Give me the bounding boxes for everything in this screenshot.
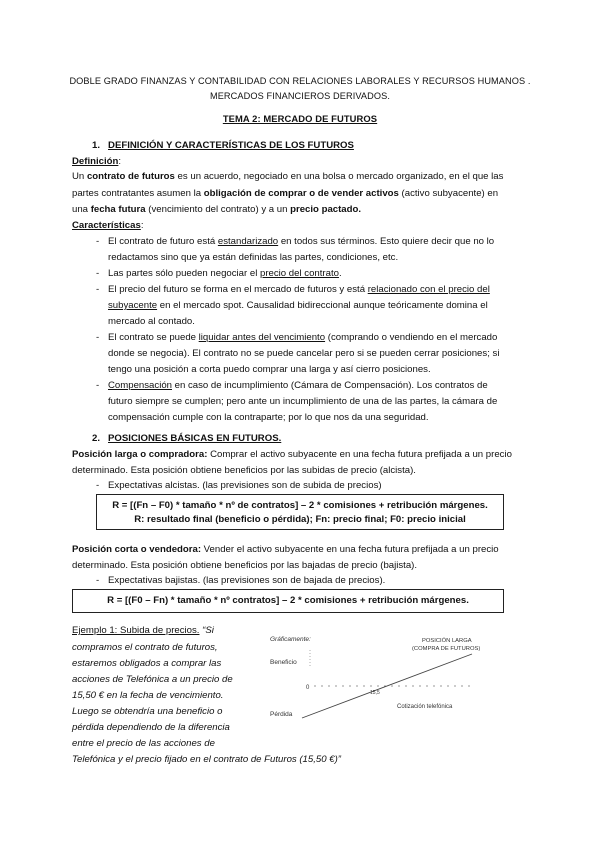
long-position-text: Comprar el activo subyacente en una fecha futura prefijada a un precio xyxy=(207,449,512,460)
section2-heading xyxy=(92,432,281,445)
graph-perdida-label: Pérdida xyxy=(270,711,293,718)
short-position-text: Vender el activo subyacente en una fecha futura prefijada a un precio xyxy=(201,544,499,555)
bullet-5-line-3: compensación cumple con la contraparte; por lo que nos da una seguridad. xyxy=(108,412,429,423)
def-bold: fecha futura xyxy=(90,204,146,215)
bullet-text: El precio del futuro se forma en el mercado de futuros y está xyxy=(108,284,368,295)
short-position-label: Posición corta o vendedora: xyxy=(72,544,202,555)
section2-title: POSICIONES BÁSICAS EN FUTUROS. xyxy=(108,433,282,444)
def-text: es un acuerdo, negociado en una bolsa o mercado organizado, en el que las xyxy=(174,171,504,182)
graph-title: Gráficamente: xyxy=(270,636,311,643)
long-position-label: Posición larga o compradora: xyxy=(72,449,208,460)
bullet-text: en el mercado spot. Causalidad bidireccional aunque teóricamente domina el xyxy=(157,300,488,311)
short-position-line-2: determinado. Esta posición obtiene beneficios por las bajadas de precio (bajista). xyxy=(72,560,418,571)
bullet-3-line-2 xyxy=(108,299,488,312)
bullet-5-line-1 xyxy=(108,379,488,392)
graph-zero-label: 0 xyxy=(306,685,310,691)
bullet-dash: - xyxy=(96,268,100,279)
bullet-dash: - xyxy=(96,284,100,295)
bullet-2-line-1 xyxy=(108,267,342,280)
section1-number: 1. xyxy=(92,140,101,151)
example-line-8: entre el precio de las acciones de xyxy=(72,738,215,749)
bullet-dash: - xyxy=(96,480,100,491)
bullet-underlined: relacionado con el precio del xyxy=(367,284,490,295)
long-formula: R = [(Fn – F0) * tamaño * nº de contratos] – 2 * comisiones + retribución márgenes. xyxy=(112,500,488,511)
bullet-dash: - xyxy=(96,332,100,343)
long-formula-legend: R: resultado final (beneficio o pérdida); Fn: precio final; F0: precio inicial xyxy=(134,514,466,525)
def-text: partes contratantes asumen la xyxy=(72,188,204,199)
example-label: Ejemplo 1: Subida de precios. xyxy=(72,625,200,636)
long-position-line-1 xyxy=(72,448,512,461)
bullet-underlined: precio del contrato xyxy=(260,268,339,279)
bullet-1-line-2: redactamos sino que ya están definidas las partes, condiciones, etc. xyxy=(108,252,399,263)
bullet-1-line-1 xyxy=(108,235,494,248)
short-formula: R = [(F0 – Fn) * tamaño * nº contratos] – 2 * comisiones + retribución márgenes. xyxy=(107,595,469,606)
bullet-dash: - xyxy=(96,380,100,391)
characteristics-label-line xyxy=(72,219,143,232)
bullet-4-line-3: tengo una posición a corta puedo comprar una larga y así cierro posiciones. xyxy=(108,364,431,375)
section1-heading xyxy=(92,139,354,152)
example-text: “Si xyxy=(199,625,214,636)
graph-position-label-2: (COMPRA DE FUTUROS) xyxy=(412,646,481,652)
bullet-text: El contrato se puede xyxy=(108,332,199,343)
bullet-4-line-1 xyxy=(108,331,497,344)
tema-title: TEMA 2: MERCADO DE FUTUROS xyxy=(222,113,378,124)
def-bold: contrato de futuros xyxy=(86,171,175,182)
bullet-text: Las partes sólo pueden negociar el xyxy=(108,268,261,279)
definition-line-1 xyxy=(72,170,503,183)
example-line-3: estaremos obligados a comprar las xyxy=(72,658,222,669)
bullet-underlined: Compensación xyxy=(108,380,172,391)
bullet-3-line-3: mercado al contado. xyxy=(108,316,195,327)
bullet-text: . xyxy=(338,268,342,279)
characteristics-colon: : xyxy=(140,220,144,231)
def-text: (activo subyacente) en xyxy=(398,188,499,199)
definition-label-line xyxy=(72,155,121,168)
def-text: (vencimiento del contrato) y a un xyxy=(145,204,291,215)
bullet-text: (comprando o vendiendo en el mercado xyxy=(325,332,498,343)
long-expectations: Expectativas alcistas. (las previsiones son de subida de precios) xyxy=(108,480,382,491)
graph-beneficio-label: Beneficio xyxy=(270,659,297,666)
example-line-9: Telefónica y el precio fijado en el contrato de Futuros (15,50 €)” xyxy=(72,754,341,765)
short-expectations: Expectativas bajistas. (las previsiones son de bajada de precios). xyxy=(108,575,386,586)
long-position-line-2: determinado. Esta posición obtiene beneficios por las subidas de precio (alcista). xyxy=(72,465,416,476)
bullet-dash: - xyxy=(96,236,100,247)
bullet-dash: - xyxy=(96,575,100,586)
bullet-text: El contrato de futuro está xyxy=(108,236,218,247)
example-line-4: acciones de Telefónica a un precio de xyxy=(72,674,233,685)
bullet-5-line-2: futuro siempre se cumplen; pero ante un incumplimiento de una de las partes, la cámara de xyxy=(108,396,498,407)
long-formula-box xyxy=(96,494,504,530)
bullet-underlined: estandarizado xyxy=(217,236,279,247)
def-bold: precio pactado. xyxy=(290,204,362,215)
section1-title: DEFINICIÓN Y CARACTERÍSTICAS DE LOS FUTUROS xyxy=(108,140,354,151)
short-position-line-1 xyxy=(72,543,499,556)
def-text: una xyxy=(72,204,91,215)
short-formula-box xyxy=(72,589,504,613)
definition-colon: : xyxy=(118,156,122,167)
bullet-4-line-2: donde se negocia). El contrato no se puede cancelar pero si se pueden cerrar posiciones; si xyxy=(108,348,500,359)
course-title: DOBLE GRADO FINANZAS Y CONTABILIDAD CON RELACIONES LABORALES Y RECURSOS HUMANOS . xyxy=(69,76,531,86)
subject-title: MERCADOS FINANCIEROS DERIVADOS. xyxy=(209,91,391,101)
section2-number: 2. xyxy=(92,433,101,444)
characteristics-label: Características xyxy=(72,220,141,231)
example-line-1 xyxy=(72,624,214,637)
bullet-underlined: subyacente xyxy=(108,300,158,311)
def-bold: obligación de comprar o de vender activos xyxy=(203,188,399,199)
def-text: Un xyxy=(72,171,87,182)
bullet-text: en todos sus términos. Esto quiere decir que no lo xyxy=(278,236,495,247)
example-line-5: 15,50 € en la fecha de vencimiento. xyxy=(72,690,224,701)
example-line-7: pérdida dependiendo de la diferencia xyxy=(72,722,230,733)
graph-strike-label: 15,5 xyxy=(370,690,380,696)
example-line-2: compramos el contrato de futuros, xyxy=(72,642,218,653)
definition-line-2 xyxy=(72,187,498,200)
bullet-3-line-1 xyxy=(108,283,490,296)
graph-position-label-1: POSICIÓN LARGA xyxy=(422,638,472,644)
bullet-text: en caso de incumplimiento (Cámara de Compensación). Los contratos de xyxy=(172,380,488,391)
bullet-underlined: liquidar antes del vencimiento xyxy=(198,332,326,343)
definition-line-3 xyxy=(72,203,361,216)
long-position-payoff-graph xyxy=(262,630,522,730)
definition-label: Definición xyxy=(72,156,119,167)
graph-x-label: Cotización telefónica xyxy=(397,704,453,710)
example-line-6: Luego se obtendría una beneficio o xyxy=(72,706,223,717)
